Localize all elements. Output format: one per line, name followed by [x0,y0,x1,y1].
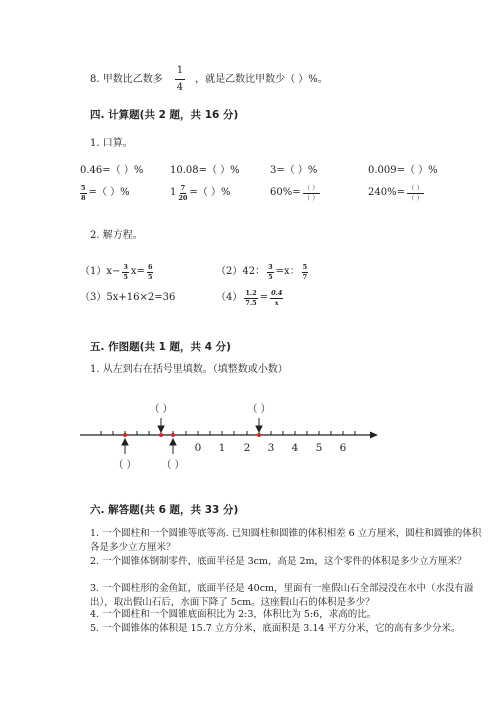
section-4-part-2-label: 2. 解方程。 [90,230,143,241]
up-arrow-2-head [170,439,176,445]
eq2-mid: =x： [275,266,300,277]
eq1-mid: x= [130,266,145,277]
eq4-num-1: 1.2 [245,289,257,297]
down-arrow-1-head [158,426,164,432]
calc-8-left: 240%= [368,187,405,198]
number-line-point-1 [123,433,127,437]
eq4-den-2: x [274,298,279,307]
calc-item-1: 0.46=（ ）% [80,165,144,176]
q8-suffix: ，就是乙数比甲数少（ ）%。 [195,73,328,85]
blank-below-1: （ ） [113,460,137,471]
section-4-part-1-label: 1. 口算。 [90,138,133,149]
calc-8-denominator: （ ） [407,193,424,202]
section-4-title: 四. 计算题(共 2 题，共 16 分) [90,109,239,121]
word-problem-5: 5. 一个圆锥体的体积是 15.7 立方分米，底面积是 3.14 平方分米，它的高有多少分米。 [90,623,461,634]
calc-6-numerator: 7 [180,184,186,192]
q8-prefix: 8. 甲数比乙数多 [90,73,163,85]
tick-label-5: 5 [315,442,323,454]
word-problem-3: 3. 一个圆柱形的金鱼缸，底面半径是 40cm，里面有一座假山石全部浸没在水中（水没有溢出），取出假山石后，水面下降了 5cm。这座假山石的体积是多少？ [90,583,474,609]
q8-frac-denominator: 4 [176,82,184,93]
eq2-num-2: 5 [302,263,308,271]
calc-7-numerator: （ ） [303,184,319,192]
calc-5-denominator: 8 [81,193,86,202]
section-5-title: 五. 作图题(共 1 题，共 4 分) [90,341,231,353]
eq1-den-2: 5 [147,272,153,281]
blank-above-1: （ ） [149,404,173,415]
blank-above-2: （ ） [247,404,271,415]
eq4-num-2: 0.4 [271,289,283,297]
section-5-part-1-label: 1. 从左到右在括号里填数。（填整数或小数） [90,364,288,375]
calc-item-4: 0.009=（ ）% [368,165,438,176]
q8-frac-numerator: 1 [175,66,185,80]
blank-below-2: （ ） [161,460,185,471]
tick-label-1: 1 [218,442,226,454]
up-arrow-1-head [122,439,128,445]
number-line-point-4 [257,433,261,437]
down-arrow-2-head [256,426,262,432]
word-problem-1: 1. 一个圆柱和一个圆锥等底等高. 已知圆柱和圆锥的体积相差 6 立方厘米，圆柱和圆锥的体积各是多少立方厘米？ [90,528,482,554]
eq4-den-1: 7.5 [245,298,257,307]
tick-label-2: 2 [243,442,251,454]
calc-8-numerator: （ ） [407,184,424,192]
word-problem-2: 2. 一个圆锥体钢制零件，底面半径是 3cm，高是 2m，这个零件的体积是多少立方厘米？ [90,556,467,567]
eq1-num-2: 6 [147,263,153,271]
calc-item-2: 10.08=（ ）% [170,165,240,176]
number-line-arrowhead [370,432,378,439]
calc-5-rest: =（ ）% [88,187,130,198]
calc-7-denominator: （ ） [303,193,319,202]
tick-label-3: 3 [267,442,275,454]
eq2-den-1: 5 [268,272,273,281]
eq2-label: （2）42： [216,266,266,277]
calc-6-whole: 1 [170,187,177,198]
eq2-den-2: 7 [302,272,308,281]
eq1-num-1: 3 [123,263,128,271]
calc-7-left: 60%= [270,187,301,198]
eq1-den-1: 5 [123,272,128,281]
eq2-num-1: 3 [268,263,273,271]
tick-label-4: 4 [291,442,299,454]
tick-label-6: 6 [339,442,347,454]
eq1-label: （1）x− [80,266,121,277]
calc-5-numerator: 5 [81,184,86,192]
word-problem-4: 4. 一个圆柱和一个圆锥底面积比为 2:3，体积比为 5:6，求高的比。 [90,609,377,620]
equation-3: （3）5x+16×2=36 [80,292,176,303]
number-line-point-3 [171,433,175,437]
eq4-label: （4） [216,292,243,303]
number-line-point-2 [159,433,163,437]
section-6-title: 六. 解答题(共 6 题，共 33 分) [90,504,239,516]
calc-item-3: 3=（ ）% [270,165,318,176]
calc-6-rest: =（ ）% [189,187,231,198]
eq4-mid: = [259,292,269,303]
calc-6-denominator: 20 [178,193,188,202]
tick-label-0: 0 [194,442,202,454]
